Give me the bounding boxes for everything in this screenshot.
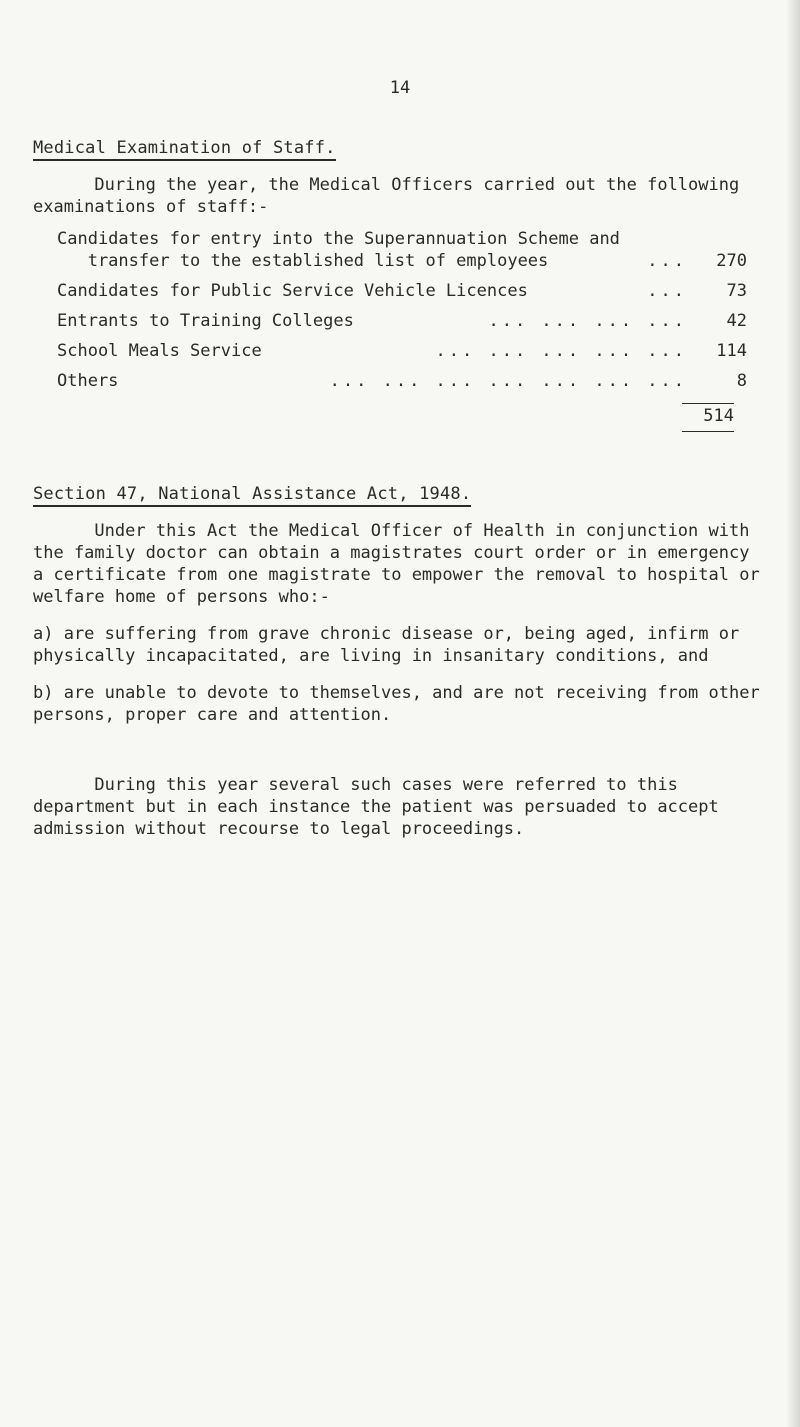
cases-paragraph: During this year several such cases were referred to this department but in each instance the patient was persuaded to accept admission without recourse to legal proceedings. — [33, 775, 719, 839]
total-rule-bottom — [682, 431, 734, 432]
row-value: 73 — [726, 281, 747, 301]
table-row — [57, 228, 747, 280]
row-label: Candidates for Public Service Vehicle Licences — [57, 281, 528, 301]
section-heading-national-assistance-act: Section 47, National Assistance Act, 1948. — [33, 484, 471, 507]
row-value: 8 — [736, 371, 747, 391]
total-value: 514 — [703, 406, 734, 426]
row-label: Others — [57, 371, 119, 391]
row-label: Entrants to Training Colleges — [57, 311, 354, 331]
row-label: Candidates for entry into the Superannuation Scheme and transfer to the established list of employees — [57, 229, 620, 271]
page-number: 14 — [389, 78, 411, 98]
section-heading-medical-examination: Medical Examination of Staff. — [33, 138, 336, 161]
leader-dots: ... — [647, 251, 687, 271]
table-row — [57, 340, 747, 370]
row-label: School Meals Service — [57, 341, 262, 361]
leader-dots: ... ... ... ... ... — [435, 341, 687, 361]
total-rule-top — [682, 403, 734, 404]
intro-paragraph: During the year, the Medical Officers carried out the following examinations of staff:- — [33, 175, 740, 217]
condition-b-paragraph: b) are unable to devote to themselves, and are not receiving from other persons, proper care and attention. — [33, 683, 760, 725]
table-row — [57, 280, 747, 310]
leader-dots: ... ... ... ... ... ... ... — [329, 371, 687, 391]
row-value: 114 — [716, 341, 747, 361]
leader-dots: ... ... ... ... — [488, 311, 687, 331]
row-value: 42 — [726, 311, 747, 331]
examinations-table — [57, 228, 747, 400]
table-row — [57, 370, 747, 400]
act-description-paragraph: Under this Act the Medical Officer of Health in conjunction with the family doctor can obtain a magistrates court order or in emergency a certificate from one magistrate to empower the removal to hospital or welfare home of persons who:- — [33, 521, 760, 607]
row-value: 270 — [716, 251, 747, 271]
condition-a-paragraph: a) are suffering from grave chronic disease or, being aged, infirm or physically incapacitated, are living in insanitary conditions, and — [33, 624, 740, 666]
table-row — [57, 310, 747, 340]
leader-dots: ... — [647, 281, 687, 301]
page-edge-shadow — [786, 0, 800, 1427]
